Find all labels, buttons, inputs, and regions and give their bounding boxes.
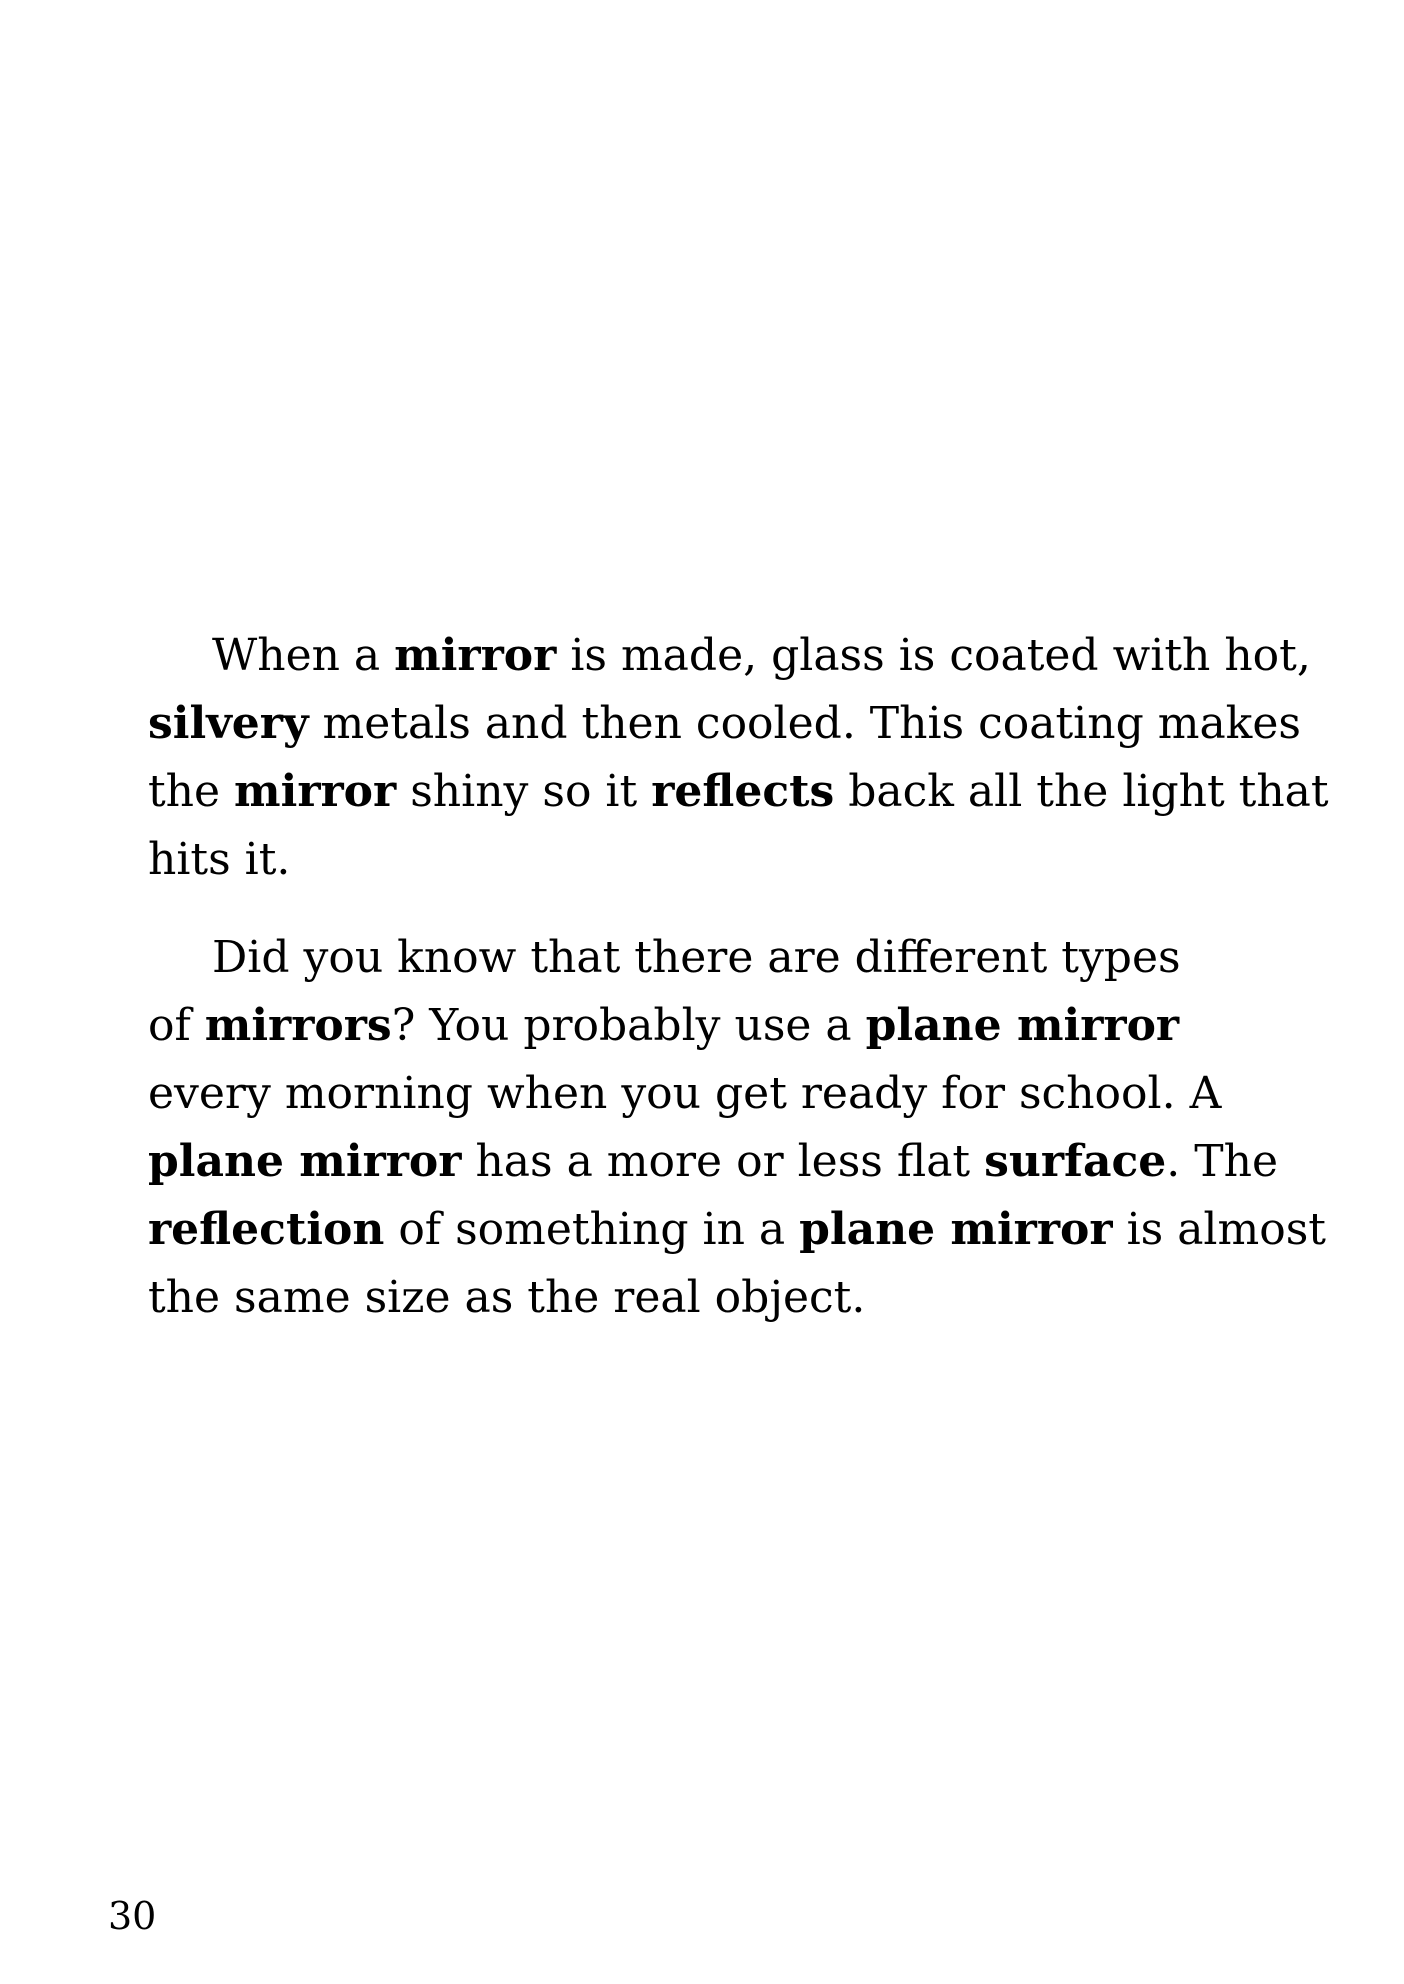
text-line	[148, 826, 1268, 894]
key-term: mirror	[234, 766, 397, 817]
paragraph-mirror-types	[148, 924, 1326, 1332]
text-run: shiny so it	[396, 766, 652, 817]
text-run: the	[148, 766, 235, 817]
key-term: surface	[984, 1136, 1167, 1187]
text-line	[148, 1264, 1268, 1332]
text-line	[148, 1196, 1326, 1264]
text-run: . The	[1166, 1136, 1278, 1187]
key-term: reflects	[651, 766, 835, 817]
text-run: ? You probably use a	[391, 1000, 866, 1051]
key-term: plane mirror	[148, 1136, 462, 1187]
text-line	[148, 758, 1329, 826]
key-term: mirrors	[204, 1000, 392, 1051]
text-run: every morning when you get ready for school. A	[148, 1068, 1222, 1119]
text-run: is almost	[1112, 1204, 1326, 1255]
key-term: silvery	[148, 698, 309, 749]
text-line	[148, 1060, 1268, 1128]
text-run: of	[148, 1000, 205, 1051]
text-run: is made, glass is coated with hot,	[556, 630, 1311, 681]
body-text	[148, 622, 1329, 1362]
text-run: hits it.	[148, 834, 291, 885]
text-run: Did you know that there are different types	[212, 932, 1181, 983]
text-line	[148, 1128, 1278, 1196]
text-run: When a	[212, 630, 395, 681]
text-run: metals and then cooled. This coating makes	[308, 698, 1301, 749]
text-run: has a more or less flat	[461, 1136, 985, 1187]
key-term: plane mirror	[865, 1000, 1180, 1051]
key-term: plane mirror	[799, 1204, 1113, 1255]
paragraph-mirror-making	[148, 622, 1329, 894]
text-line	[148, 622, 1311, 690]
text-line	[148, 992, 1268, 1060]
text-line	[148, 690, 1301, 758]
page-number: 30	[108, 1894, 157, 1938]
key-term: mirror	[394, 630, 557, 681]
text-run: the same size as the real object.	[148, 1272, 866, 1323]
text-run: back all the light that	[834, 766, 1329, 817]
text-line	[148, 924, 1268, 992]
text-run: of something in a	[384, 1204, 800, 1255]
key-term: reflection	[148, 1204, 385, 1255]
